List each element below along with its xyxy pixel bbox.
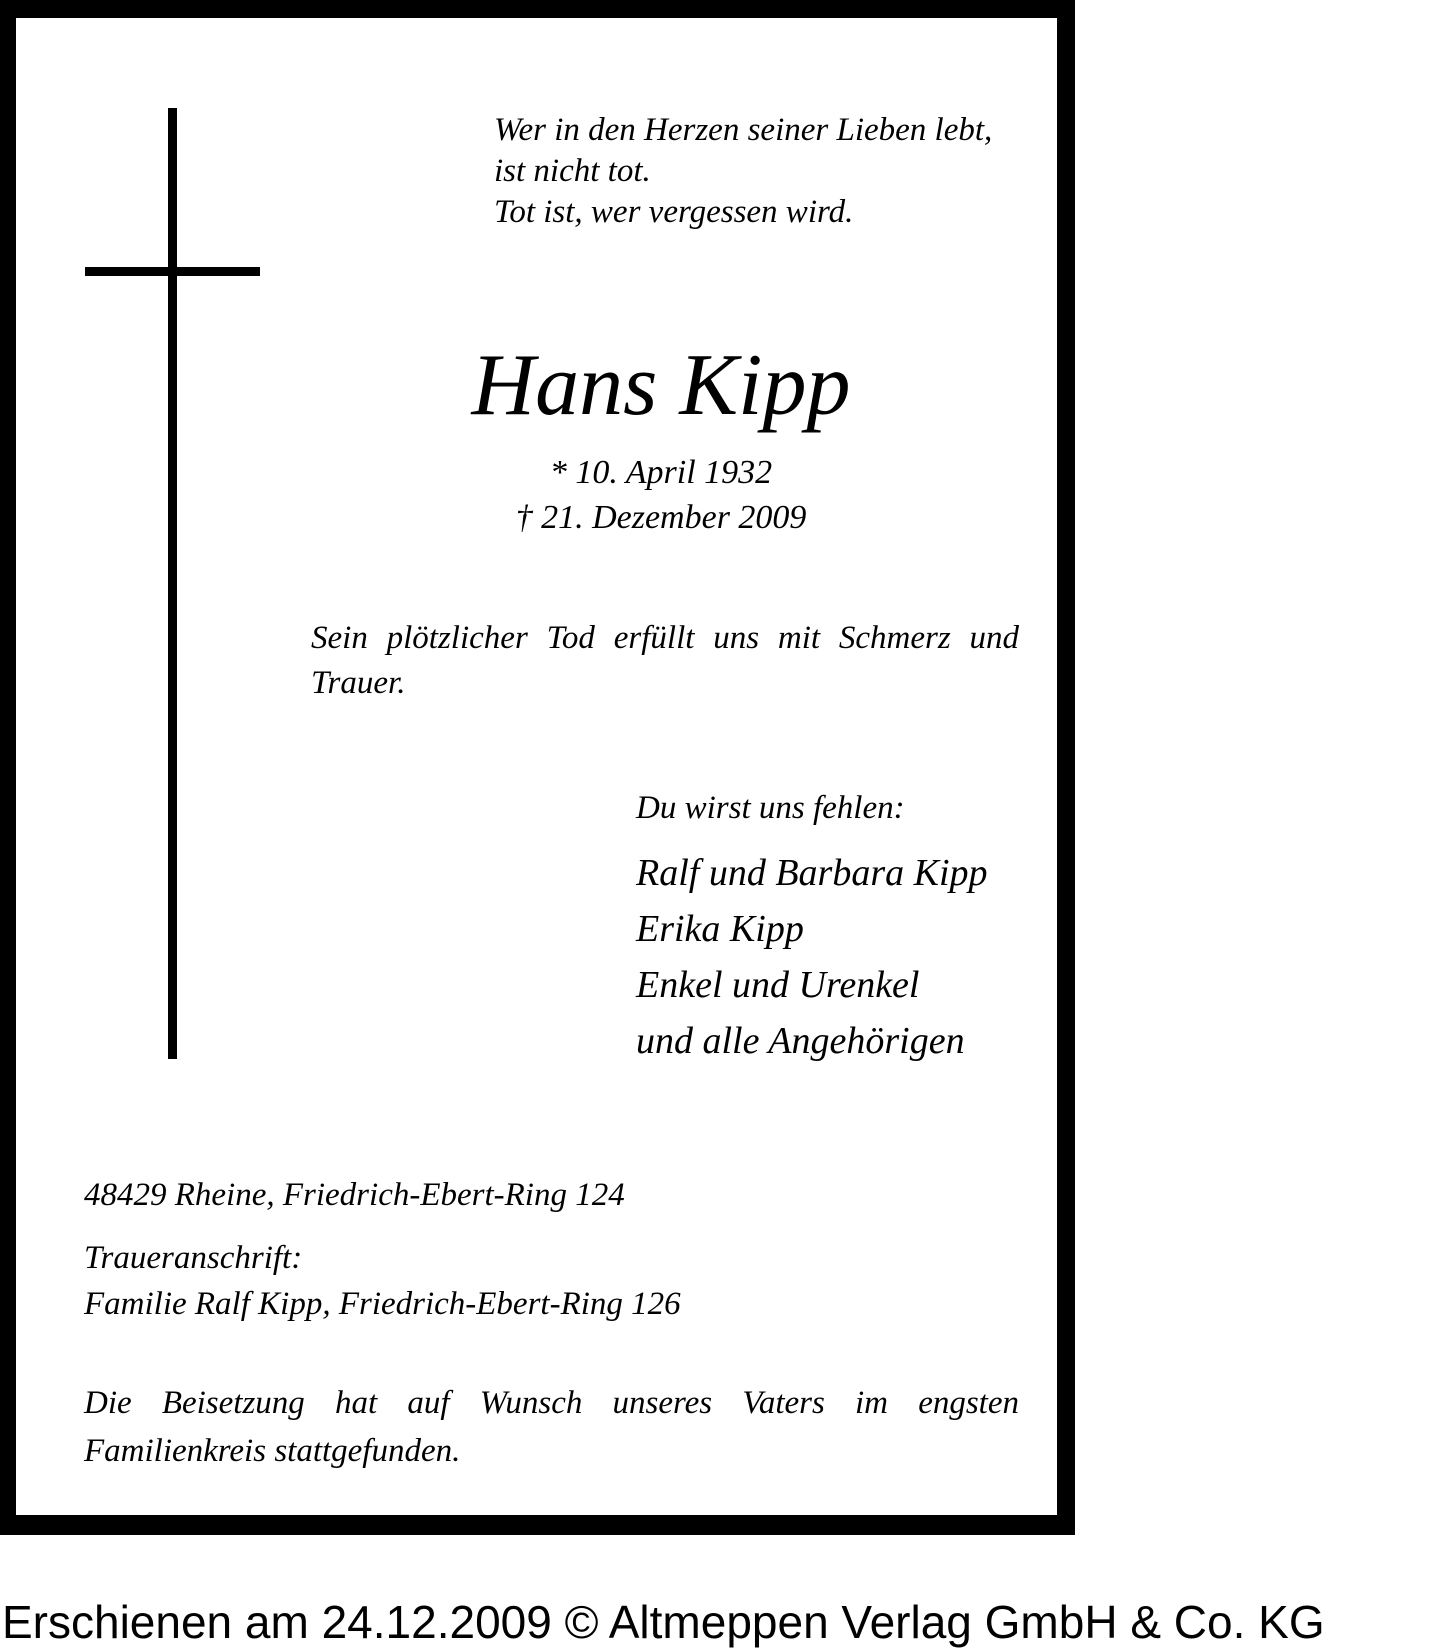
quote-line: Wer in den Herzen seiner Lieben lebt,: [494, 112, 993, 148]
signer: und alle Angehörigen: [636, 1020, 965, 1062]
cross-horizontal-bar: [85, 267, 260, 276]
mourning-address-label: Traueranschrift:: [84, 1240, 303, 1276]
signers-list: [636, 845, 988, 1069]
signer: Ralf und Barbara Kipp: [636, 852, 988, 894]
signer: Erika Kipp: [636, 908, 804, 950]
signer: Enkel und Urenkel: [636, 964, 920, 1006]
quote: [494, 110, 992, 233]
publication-footer: Erschienen am 24.12.2009 © Altmeppen Verlag GmbH & Co. KG: [2, 1596, 1325, 1648]
burial-note: Die Beisetzung hat auf Wunsch unseres Vaters im engsten Familienkreis stattgefunden.: [84, 1385, 1019, 1469]
quote-line: ist nicht tot.: [494, 153, 651, 189]
life-dates: [16, 450, 1306, 540]
cross-vertical-bar: [168, 108, 177, 1059]
miss-label: Du wirst uns fehlen:: [636, 790, 905, 826]
mourning-address: Familie Ralf Kipp, Friedrich-Ebert-Ring 126: [84, 1286, 681, 1322]
death-date: † 21. Dezember 2009: [515, 499, 807, 536]
deceased-name: Hans Kipp: [471, 337, 851, 434]
birth-date: * 10. April 1932: [549, 454, 773, 491]
grief-message: Sein plötzlicher Tod erfüllt uns mit Schmerz und Trauer.: [311, 620, 1019, 701]
residence-address: 48429 Rheine, Friedrich-Ebert-Ring 124: [84, 1177, 625, 1213]
quote-line: Tot ist, wer vergessen wird.: [494, 194, 854, 230]
